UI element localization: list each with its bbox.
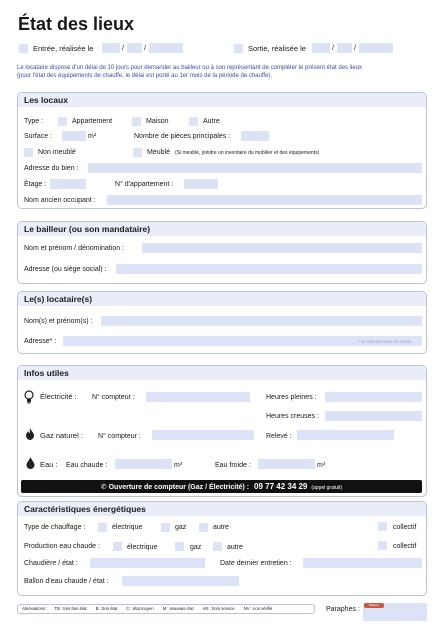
entree-year-field[interactable] — [149, 43, 183, 53]
entree-label: Entrée, réalisée le — [33, 44, 94, 53]
surface-label: Surface : — [24, 133, 53, 140]
abbrev-item: HS : hors service — [202, 606, 235, 611]
paraphes-label: Paraphes : — [326, 606, 360, 613]
adresse-bien-label: Adresse du bien : — [24, 165, 79, 172]
etage-label: Étage : — [24, 181, 47, 188]
releve-field[interactable] — [297, 430, 394, 440]
gaz-compteur-field[interactable] — [152, 430, 254, 440]
eau-chaude-electrique-checkbox[interactable] — [113, 542, 122, 551]
locataires-noms-field[interactable] — [101, 316, 422, 326]
sortie-month-field[interactable] — [337, 43, 352, 53]
section-header — [18, 366, 426, 380]
sortie-label: Sortie, réalisée le — [248, 44, 306, 53]
entretien-field[interactable] — [303, 558, 422, 568]
heures-creuses-field[interactable] — [325, 411, 422, 421]
electricite-compteur-field[interactable] — [146, 392, 250, 402]
chauffage-autre-checkbox[interactable] — [199, 523, 208, 532]
meuble-note: (Si meublé, joindre un inventaire du mobilier et des équipements) — [175, 150, 320, 156]
chaudiere-field[interactable] — [90, 558, 205, 568]
eau-froide-field[interactable] — [258, 459, 315, 469]
entree-day-field[interactable] — [102, 43, 120, 53]
bailleur-adresse-label: Adresse (ou siège social) : — [24, 266, 107, 273]
date-slash: / — [122, 45, 124, 52]
gaz-compteur-label: N° compteur : — [98, 433, 141, 440]
date-slash: / — [332, 45, 334, 52]
entree-month-field[interactable] — [127, 43, 142, 53]
appartement-checkbox[interactable] — [58, 117, 67, 126]
releve-label: Relevé : — [266, 433, 292, 440]
sortie-checkbox[interactable] — [234, 44, 243, 53]
num-appart-label: N° d'appartement : — [115, 181, 174, 188]
abbrev-item: B : bon état — [95, 606, 118, 611]
sortie-day-field[interactable] — [312, 43, 330, 53]
eau-chaude-autre-checkbox[interactable] — [213, 542, 222, 551]
eau-chaude-electrique-label: électrique — [127, 544, 158, 551]
adresse-hint: * Si état des lieux de sortie — [358, 339, 412, 344]
abbrev-item: Abréviations : — [22, 606, 48, 611]
bar-note: (appel gratuit) — [311, 485, 343, 491]
abbrev-item: TB : très bon état — [54, 606, 87, 611]
chauffage-gaz-checkbox[interactable] — [161, 523, 170, 532]
water-drop-icon — [26, 457, 35, 471]
heures-pleines-label: Heures pleines : — [266, 394, 317, 401]
section-energie — [17, 501, 427, 596]
ballon-label: Ballon d'eau chaude / état : — [24, 578, 109, 585]
maison-label: Maison — [146, 118, 169, 125]
non-meuble-checkbox[interactable] — [24, 148, 33, 157]
pieces-field[interactable] — [241, 131, 269, 141]
paraphes-tab — [364, 603, 384, 608]
chauffage-collectif-label: collectif — [393, 524, 417, 531]
etage-field[interactable] — [50, 179, 86, 189]
eau-chaude-prod-label: Production eau chaude : — [24, 543, 100, 550]
flame-icon — [25, 428, 35, 442]
intro-note-line: (pour l'état des équipements de chauffe, le délai est porté au 1er mois de la période de chauffe). — [17, 73, 273, 79]
eau-label: Eau : — [40, 460, 58, 469]
eau-chaude-label: Eau chaude : — [66, 462, 108, 469]
pieces-label: Nombre de pièces principales : — [134, 133, 231, 140]
electricite-label: Électricité : — [40, 392, 77, 401]
abbrev-item: C : état moyen — [126, 606, 154, 611]
electricite-compteur-label: N° compteur : — [92, 394, 135, 401]
type-label: Type : — [24, 118, 44, 125]
bailleur-nom-field[interactable] — [142, 243, 422, 253]
sortie-year-field[interactable] — [359, 43, 393, 53]
entretien-label: Date dernier entretien : — [220, 560, 292, 567]
adresse-bien-field[interactable] — [88, 163, 422, 173]
section-title: Le(s) locataire(s) — [24, 294, 93, 304]
surface-field[interactable] — [62, 131, 86, 141]
heures-creuses-label: Heures creuses : — [266, 413, 319, 420]
section-title: Les locaux — [24, 95, 68, 105]
chauffage-gaz-label: gaz — [175, 524, 187, 531]
paraphes-tab-label: Bailleur — [368, 603, 379, 607]
lightbulb-icon — [24, 390, 34, 406]
chauffage-electrique-checkbox[interactable] — [98, 523, 107, 532]
date-slash: / — [144, 45, 146, 52]
bailleur-nom-label: Nom et prénom / dénomination : — [24, 245, 124, 252]
autre-checkbox[interactable] — [189, 117, 198, 126]
chauffage-label: Type de chauffage : — [24, 524, 86, 531]
chaudiere-label: Chaudière / état : — [24, 560, 78, 567]
autre-label: Autre — [203, 118, 220, 125]
chauffage-electrique-label: électrique — [112, 524, 143, 531]
maison-checkbox[interactable] — [132, 117, 141, 126]
eau-froide-label: Eau froide : — [215, 462, 251, 469]
bar-text: Ouverture de compteur (Gaz / Électricité) : — [108, 484, 250, 491]
section-infos — [17, 365, 427, 497]
entree-checkbox[interactable] — [19, 44, 28, 53]
heures-pleines-field[interactable] — [325, 392, 422, 402]
eau-chaude-field[interactable] — [115, 459, 172, 469]
locataires-adresse-label: Adresse* : — [24, 338, 57, 345]
date-slash: / — [354, 45, 356, 52]
appartement-label: Appartement — [72, 118, 113, 125]
locataires-noms-label: Nom(s) et prénom(s) : — [24, 318, 93, 325]
chauffage-autre-label: autre — [213, 524, 229, 531]
chauffage-collectif-checkbox[interactable] — [378, 522, 387, 531]
section-locaux — [17, 92, 427, 209]
ancien-occupant-field[interactable] — [107, 195, 422, 205]
phone-icon: ✆ — [100, 484, 107, 491]
section-title: Le bailleur (ou son mandataire) — [24, 224, 151, 234]
ancien-occupant-label: Nom ancien occupant : — [24, 197, 96, 204]
page-title: État des lieux — [18, 14, 135, 34]
bar-phone: 09 77 42 34 29 — [254, 482, 308, 491]
eau-chaude-collectif-label: collectif — [393, 543, 417, 550]
num-appart-field[interactable] — [184, 179, 218, 189]
section-bailleur — [17, 221, 427, 284]
eau-chaude-autre-label: autre — [227, 544, 243, 551]
meuble-checkbox[interactable] — [133, 148, 142, 157]
abbrev-item: M : mauvais état — [162, 606, 194, 611]
surface-unit: m² — [88, 133, 97, 140]
abbrev-item: NV : non vérifié — [243, 606, 273, 611]
section-title: Caractéristiques énergétiques — [24, 504, 146, 514]
gaz-label: Gaz naturel : — [40, 431, 83, 440]
section-header — [18, 93, 426, 107]
eau-chaude-gaz-checkbox[interactable] — [175, 542, 184, 551]
ballon-field[interactable] — [122, 576, 239, 586]
bailleur-adresse-field[interactable] — [116, 264, 422, 274]
eau-chaude-collectif-checkbox[interactable] — [378, 541, 387, 550]
intro-note — [17, 64, 429, 80]
eau-chaude-unit: m³ — [174, 462, 183, 469]
compteur-ouverture-bar[interactable] — [21, 480, 422, 493]
abbreviations-box — [17, 604, 315, 614]
section-title: Infos utiles — [24, 368, 69, 378]
eau-chaude-gaz-label: gaz — [190, 544, 202, 551]
section-locataires — [17, 291, 427, 354]
meuble-label: Meublé — [147, 149, 170, 156]
intro-note-line: Le locataire dispose d'un délai de 10 jours pour demander au bailleur ou à son représentant de compléter le présent état des lieux — [17, 65, 363, 71]
non-meuble-label: Non meublé — [38, 149, 76, 156]
eau-froide-unit: m³ — [317, 462, 326, 469]
